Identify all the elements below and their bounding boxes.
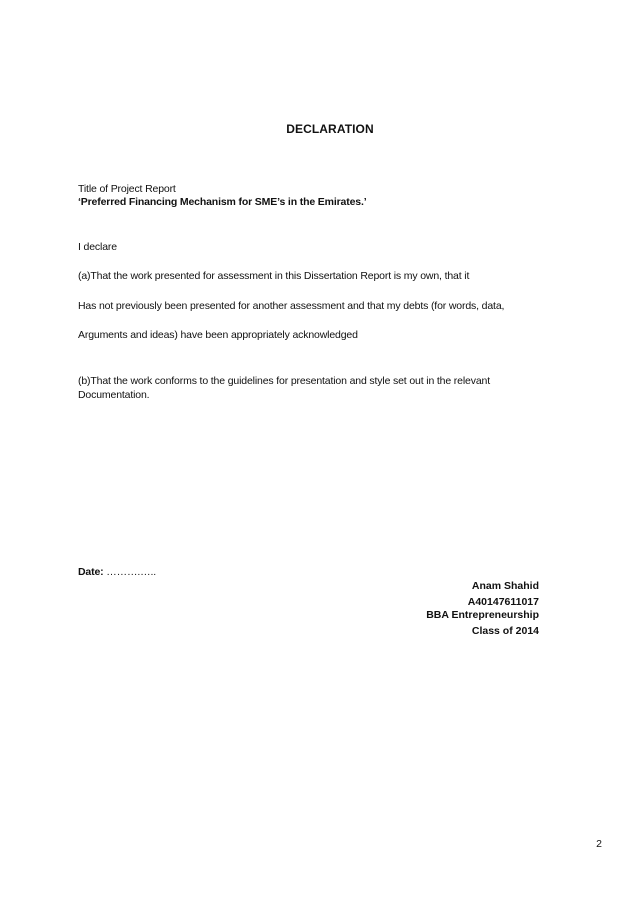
project-title-label: Title of Project Report <box>78 183 176 195</box>
page-number: 2 <box>596 838 602 850</box>
declare-text: I declare <box>78 241 117 253</box>
signature-name: Anam Shahid <box>471 580 539 592</box>
paragraph-a-line-1: (a)That the work presented for assessment in this Dissertation Report is my own, that it <box>78 270 470 282</box>
signature-id: A40147611017 <box>467 596 539 608</box>
project-title: ‘Preferred Financing Mechanism for SME’s in the Emirates.’ <box>78 196 367 208</box>
date-label: Date: <box>78 566 104 578</box>
paragraph-b-line-2: Documentation. <box>78 389 150 401</box>
date-row <box>78 566 156 579</box>
signature-program: BBA Entrepreneurship <box>426 609 539 621</box>
paragraph-a-line-2: Has not previously been presented for another assessment and that my debts (for words, data, <box>78 300 505 312</box>
paragraph-a-line-3: Arguments and ideas) have been appropriately acknowledged <box>78 329 358 341</box>
page-title: DECLARATION <box>286 122 374 136</box>
paragraph-b-line-1: (b)That the work conforms to the guidelines for presentation and style set out in the relevant <box>78 375 490 387</box>
signature-class: Class of 2014 <box>471 625 539 637</box>
date-value: ……….….. <box>103 566 156 578</box>
